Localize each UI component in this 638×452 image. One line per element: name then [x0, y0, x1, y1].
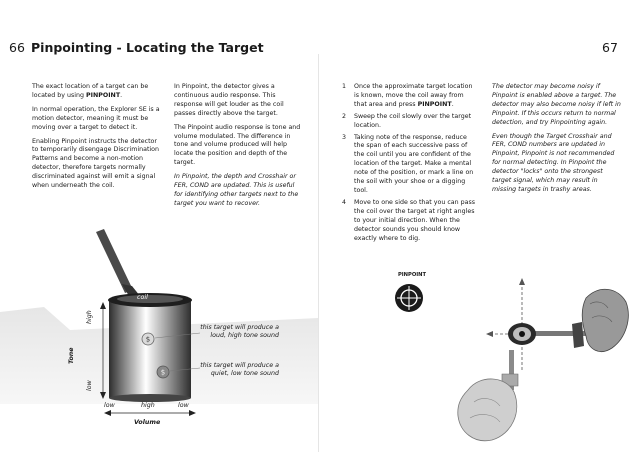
volume-high-label: high [141, 402, 155, 409]
step-item [342, 113, 476, 131]
field-bottom [109, 394, 191, 402]
intro-paragraph: The exact location of a target can be located by using PINPOINT. [32, 83, 149, 99]
enable-paragraph: Enabling Pinpoint instructs the detector to temporarily disengage Discrimination Patterns and become a non-motion detector, therefore targets normally discriminated against will emit a signal when underneath the coil. [32, 137, 160, 190]
right-page-number: 67 [602, 40, 618, 55]
tone-axis-label: Tone [68, 347, 75, 364]
right-hand-detector [532, 289, 628, 351]
step-number: 1 [342, 83, 347, 90]
volume-low-right-label: low [178, 402, 189, 409]
quiet-target-note: this target will produce a quiet, low tone sound [200, 362, 279, 377]
step-number: 4 [342, 198, 347, 206]
step-item [342, 83, 476, 110]
step-text-end: . [451, 100, 454, 108]
motion-paragraph: In normal operation, the Explorer SE is a motion detector, meaning it must be moving over a target to detect it. [32, 105, 160, 131]
coil-label: coil [137, 294, 148, 301]
pinpoint-term: PINPOINT [86, 91, 121, 99]
pinpoint-term: PINPOINT [417, 100, 452, 108]
lower-hand-detector [458, 350, 518, 441]
volume-low-left-label: low [104, 402, 115, 409]
pinpoint-icon-label: PINPOINT [397, 272, 427, 278]
detector-shaft [96, 229, 140, 298]
step-text: Move to one side so that you can pass the coil over the target at right angles to your initial direction. When the detector sounds you should know exactly where to dig. [354, 198, 476, 242]
modulation-paragraph: The Pinpoint audio response is tone and volume modulated. The difference in tone and volume produced will help locate the position and depth of the target. [174, 123, 301, 167]
step-text: Sweep the coil slowly over the target location. [354, 112, 472, 129]
notes-column [492, 83, 622, 200]
step-text: Once the approximate target location is known, move the coil away from that area and press [354, 83, 473, 108]
audio-paragraph: In Pinpoint, the detector gives a continuous audio response. This response will get louder as the coil passes directly above the target. [174, 83, 284, 117]
crosshair-note: Even though the Target Crosshair and FER, COND numbers are updated in Pinpoint, Pinpoint is not recommended for normal detecting. In Pinpoint the detector "locks" onto the strongest target signal, which may result in missing targets in trashy areas. [492, 132, 615, 193]
step-number: 3 [342, 133, 347, 141]
step-text: Taking note of the response, reduce the span of each successive pass of the coil until you are confident of the location of the target. Make a mental note of the position, or mark a line on the soil with your shoe or a digging tool. [354, 133, 474, 194]
step-number: 2 [342, 112, 347, 120]
svg-text:$: $ [160, 368, 166, 377]
steps-column [342, 83, 476, 246]
page-title: Pinpointing - Locating the Target [31, 40, 264, 55]
pinpoint-crosshair-icon [392, 282, 426, 316]
steps-list [342, 83, 476, 243]
tone-volume-diagram [0, 0, 318, 452]
depth-paragraph: In Pinpoint, the depth and Crosshair or FER, COND are updated. This is useful for identifying other targets next to the target you want to recover. [174, 173, 299, 207]
tone-high-label: high [86, 310, 93, 324]
step-item [342, 199, 476, 244]
svg-text:$: $ [145, 335, 151, 344]
tone-low-label: low [86, 380, 93, 391]
detection-field [109, 300, 191, 398]
loud-target-note: this target will produce a loud, high tone sound [200, 324, 279, 339]
noisy-note: The detector may become noisy if Pinpoint is enabled above a target. The detector may also become noisy if left in Pinpoint. If this occurs return to normal detection, and try Pinpointing again. [492, 83, 621, 126]
step-item [342, 134, 476, 196]
pinpoint-sweep-illustration [440, 262, 630, 450]
volume-axis-label: Volume [134, 419, 161, 426]
left-page-number: 66 [9, 40, 25, 55]
target-icon [519, 331, 525, 337]
page-gutter [318, 54, 319, 452]
